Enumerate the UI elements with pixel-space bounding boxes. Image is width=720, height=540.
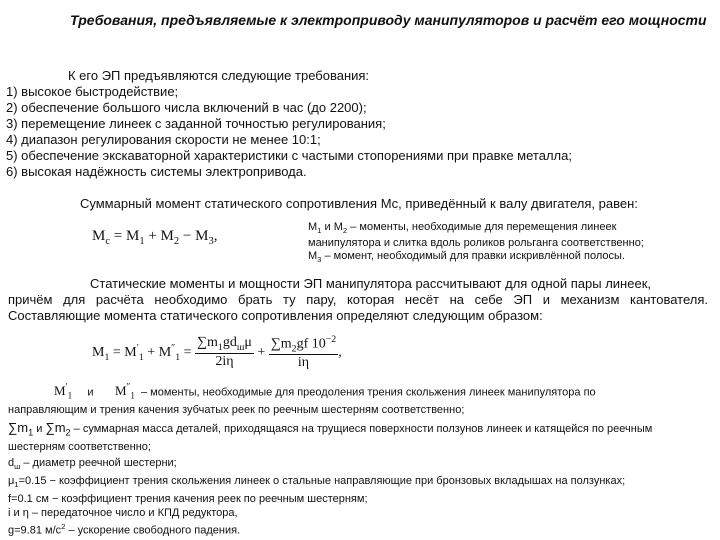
static-para-line3: Составляющие момента статического сопротивления определяют следующим образом:	[8, 308, 543, 323]
static-para-line2: причём для расчёта необходимо брать ту пару, которая несёт на себе ЭП и механизм кантователя.	[8, 292, 708, 307]
requirement-item: 4) диапазон регулирования скорости не менее 10:1;	[6, 132, 321, 147]
requirements-intro: К его ЭП предъявляются следующие требования:	[68, 68, 370, 83]
def-masses: $\sum m_1$ и $\sum m_2$ – суммарная масса деталей, приходящаяся на трущиеся поверхности ползунов линеек и катящейся по реечным	[8, 419, 653, 438]
def-gear-ratio: i и η – передаточное число и КПД редуктора,	[8, 506, 238, 519]
formula1-notes	[308, 221, 644, 266]
requirements-list	[6, 84, 572, 180]
requirement-item: 1) высокое быстродействие;	[6, 84, 179, 99]
note-line: $M_1$ и $M_2$ – моменты, необходимые для перемещения линеек	[308, 221, 617, 236]
definitions-block	[8, 380, 712, 538]
formula-m1: $M_1 = M'_1 + M''_1$ = $\frac{\sum m_1gd_ш\mu}{2i\eta}$ + $\frac{\sum m_2gf 10^{-2}}{i\eta}$ ,	[92, 334, 342, 371]
requirement-item: 5) обеспечение экскаваторной характеристики с частыми стопорениями при правке металла;	[6, 148, 572, 163]
def-friction-sliding: $\mu_1=0.15$ − коэффициент трения скольжения линеек о стальные направляющие при бронзовых вкладышах на ползунках;	[8, 474, 626, 489]
requirement-item: 6) высокая надёжность системы электропривода.	[6, 164, 307, 179]
static-para-line1: Статические моменты и мощности ЭП манипулятора рассчитывают для одной пары линеек,	[90, 276, 651, 291]
def-moments: $M'_1$ и $M''_1$ – моменты, необходимые для преодоления трения скольжения линеек манипулятора по	[54, 382, 596, 401]
note-line: $M_3$ – момент, необходимый для правки искривлённой полосы.	[308, 250, 625, 265]
formula-total-moment: $M_c = M_1 + M_2 - M_3$,	[92, 228, 218, 247]
fraction-sliding: $\frac{\sum m_1gd_ш\mu}{2i\eta}$	[197, 335, 252, 370]
requirement-item: 3) перемещение линеек с заданной точностью регулирования;	[6, 116, 386, 131]
note-line: манипулятора и слитка вдоль роликов рольганга соответственно;	[308, 237, 644, 250]
page-title: Требования, предъявляемые к электроприводу манипуляторов и расчёт его мощности	[70, 12, 707, 28]
def-gravity: g=9.81 $м/с^2$ – ускорение свободного падения.	[8, 521, 241, 537]
def-moments-cont: направляющим и трения качения зубчатых реек по реечным шестерням соответственно;	[8, 403, 465, 416]
def-friction-rolling: f=0.1 см − коэффициент трения качения реек по реечным шестерням;	[8, 492, 368, 505]
requirement-item: 2) обеспечение большого числа включений в час (до 2200);	[6, 100, 367, 115]
def-masses-cont: шестерням соответственно;	[8, 440, 151, 453]
def-diameter: $d_ш$ – диаметр реечной шестерни;	[8, 456, 177, 471]
moment-sentence: Суммарный момент статического сопротивления Мс, приведённый к валу двигателя, равен:	[80, 196, 638, 211]
fraction-rolling: $\frac{\sum m_2gf 10^{-2}}{i\eta}$	[270, 334, 337, 371]
